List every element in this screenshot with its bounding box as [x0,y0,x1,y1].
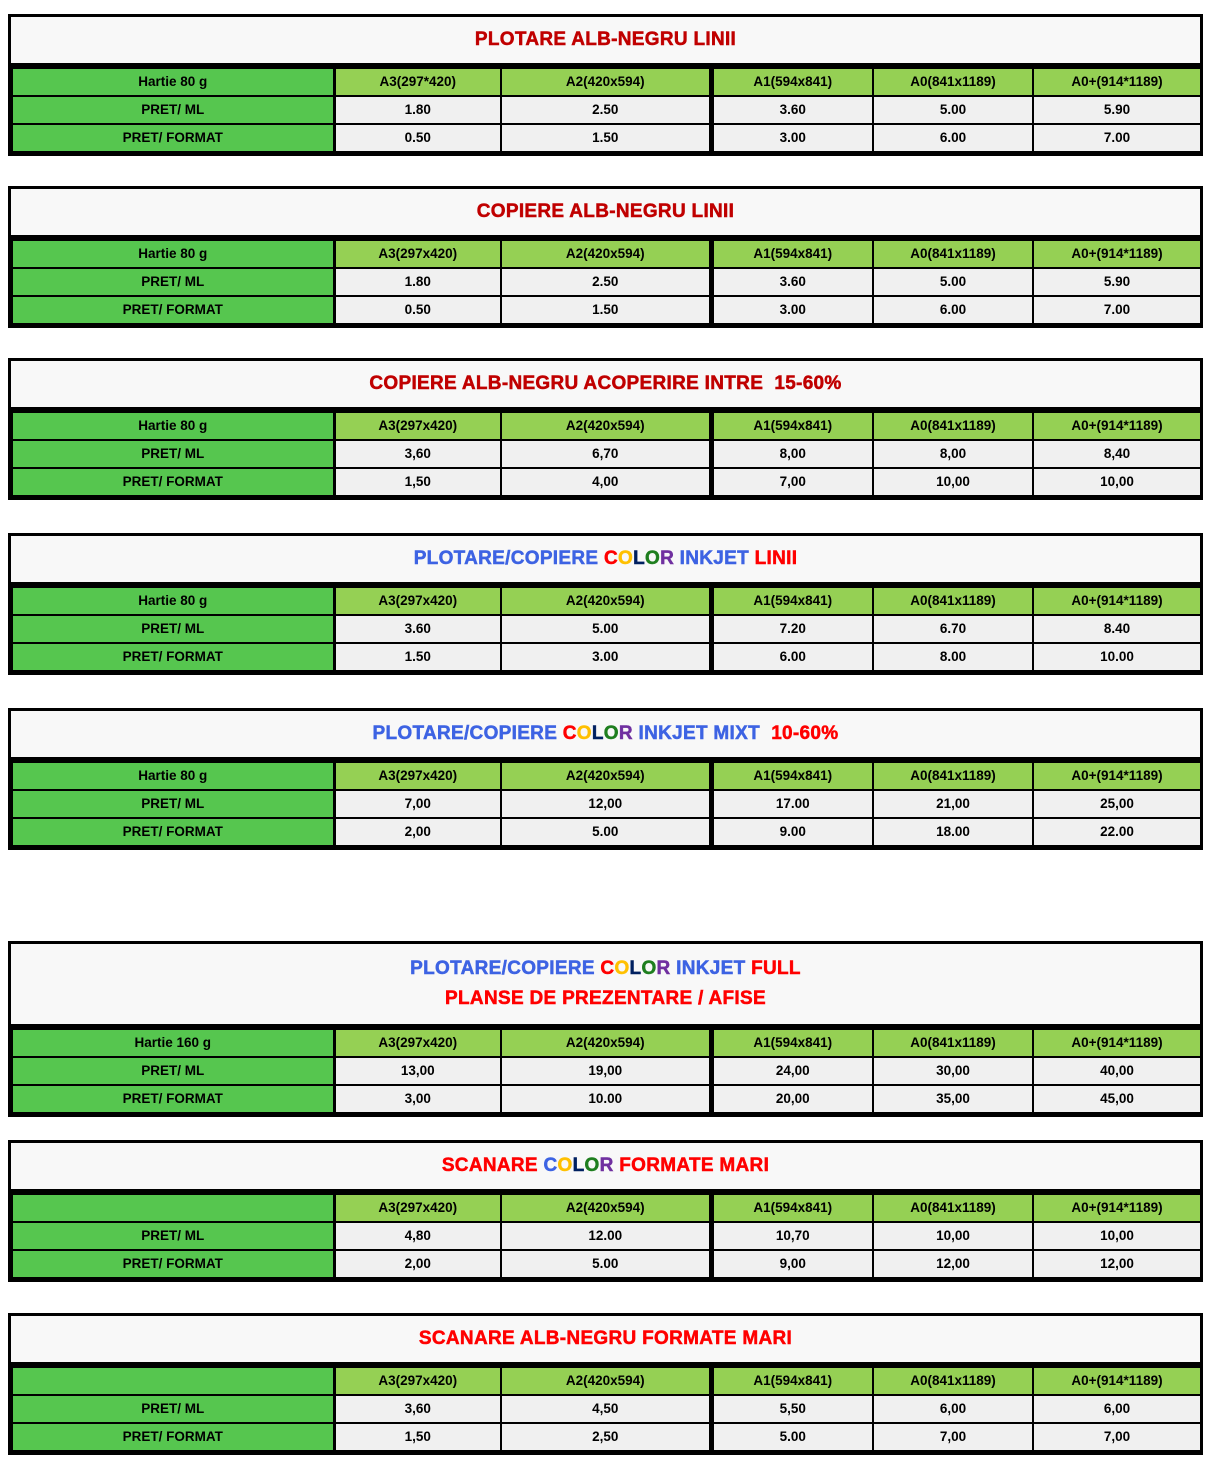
price-cell: 10,00 [1033,468,1201,496]
format-header-cell: A0(841x1189) [873,240,1033,268]
format-header-cell: A3(297x420) [334,412,501,440]
format-header-cell: A0(841x1189) [873,68,1033,96]
price-row-format [12,1423,1201,1451]
price-cell: 6,00 [1033,1395,1201,1423]
price-cell: 6,70 [501,440,711,468]
title-line [475,30,736,51]
price-cell: 5.00 [711,1423,873,1451]
price-cell: 7.00 [1033,296,1201,324]
price-cell: 4,00 [501,468,711,496]
table-title [11,536,1200,586]
format-header-cell: A0+(914*1189) [1033,1029,1201,1057]
format-header-cell: A2(420x594) [501,68,711,96]
format-header-cell: A3(297x420) [334,240,501,268]
price-cell: 3,60 [334,1395,501,1423]
price-grid [11,411,1202,497]
format-header-cell: A0+(914*1189) [1033,1194,1201,1222]
price-grid [11,586,1202,672]
title-segment: L [591,722,604,744]
title-segment: C [600,957,615,979]
price-cell: 24,00 [711,1057,873,1085]
price-cell: 8,40 [1033,440,1201,468]
format-header-cell: A0(841x1189) [873,1194,1033,1222]
table-title [11,17,1200,67]
grid-body [12,68,1201,152]
price-cell: 7,00 [1033,1423,1201,1451]
table-copiere-alb-negru-acoperire [8,358,1203,500]
table-title [11,361,1200,411]
price-cell: 3,60 [334,440,501,468]
title-line [445,989,766,1010]
row-label-cell: PRET/ ML [12,1222,334,1250]
title-segment: O [576,722,592,744]
paper-header-cell [12,1194,334,1222]
title-segment: INKJET MIXT [632,722,772,744]
price-cell: 4,50 [501,1395,711,1423]
format-header-cell: A1(594x841) [711,762,873,790]
format-header-cell: A0(841x1189) [873,762,1033,790]
title-segment: C [543,1154,558,1176]
price-cell: 7.00 [1033,124,1201,152]
table-title [11,711,1200,761]
header-row [12,240,1201,268]
price-cell: 17.00 [711,790,873,818]
format-header-cell: A2(420x594) [501,1029,711,1057]
format-header-cell: A3(297x420) [334,1194,501,1222]
title-line [410,959,801,980]
table-title [11,1143,1200,1193]
format-header-cell: A1(594x841) [711,587,873,615]
price-cell: 9,00 [711,1250,873,1278]
price-row-ml [12,1222,1201,1250]
price-cell: 5.00 [501,1250,711,1278]
table-title [11,1316,1200,1366]
format-header-cell: A3(297x420) [334,587,501,615]
price-cell: 1.50 [501,296,711,324]
price-cell: 10,00 [873,468,1033,496]
format-header-cell: A2(420x594) [501,1194,711,1222]
price-row-format [12,1250,1201,1278]
price-row-format [12,818,1201,846]
title-segment: L [629,957,642,979]
title-segment: L [572,1154,585,1176]
title-segment: COPIERE ALB-NEGRU LINII [476,200,735,222]
title-segment: SCANARE [441,1154,544,1176]
price-cell: 12,00 [501,790,711,818]
price-cell: 4,80 [334,1222,501,1250]
price-cell: 12,00 [1033,1250,1201,1278]
row-label-cell: PRET/ FORMAT [12,1085,334,1113]
title-line [369,374,841,395]
format-header-cell: A0+(914*1189) [1033,68,1201,96]
row-label-cell: PRET/ ML [12,268,334,296]
price-cell: 7,00 [334,790,501,818]
row-label-cell: PRET/ ML [12,615,334,643]
price-cell: 7,00 [873,1423,1033,1451]
title-line [373,724,839,745]
format-header-cell: A0+(914*1189) [1033,587,1201,615]
price-cell: 35,00 [873,1085,1033,1113]
title-segment: INKJET [674,547,755,569]
price-row-ml [12,268,1201,296]
price-cell: 25,00 [1033,790,1201,818]
table-copiere-alb-negru-linii [8,186,1203,328]
price-cell: 10,00 [1033,1222,1201,1250]
title-segment: INKJET [670,957,752,979]
paper-header-cell: Hartie 80 g [12,68,334,96]
price-row-format [12,468,1201,496]
price-cell: 6.70 [873,615,1033,643]
price-cell: 3.60 [334,615,501,643]
title-line [414,549,798,570]
price-cell: 7.20 [711,615,873,643]
header-row [12,587,1201,615]
price-cell: 5.90 [1033,268,1201,296]
price-cell: 13,00 [334,1057,501,1085]
price-grid [11,761,1202,847]
price-cell: 1,50 [334,1423,501,1451]
price-cell: 2.50 [501,268,711,296]
header-row [12,762,1201,790]
row-label-cell: PRET/ FORMAT [12,818,334,846]
format-header-cell: A2(420x594) [501,1367,711,1395]
price-cell: 22.00 [1033,818,1201,846]
price-cell: 3.00 [501,643,711,671]
title-segment: LINII [754,547,798,569]
price-cell: 10.00 [501,1085,711,1113]
row-label-cell: PRET/ ML [12,1057,334,1085]
title-segment: R [660,547,675,569]
title-segment: PLOTARE/COPIERE [410,957,601,979]
price-cell: 5.00 [873,268,1033,296]
price-cell: 10.00 [1033,643,1201,671]
row-label-cell: PRET/ ML [12,1395,334,1423]
grid-body [12,1029,1201,1113]
paper-header-cell: Hartie 160 g [12,1029,334,1057]
format-header-cell: A2(420x594) [501,587,711,615]
price-cell: 7,00 [711,468,873,496]
price-cell: 1,50 [334,468,501,496]
price-grid [11,239,1202,325]
title-segment: R [656,957,671,979]
price-cell: 0.50 [334,296,501,324]
header-row [12,1029,1201,1057]
price-cell: 5.00 [501,818,711,846]
title-line [419,1329,792,1350]
price-cell: 9.00 [711,818,873,846]
price-grid [11,67,1202,153]
format-header-cell: A1(594x841) [711,1194,873,1222]
grid-body [12,587,1201,671]
price-row-format [12,296,1201,324]
format-header-cell: A0+(914*1189) [1033,762,1201,790]
row-label-cell: PRET/ FORMAT [12,1423,334,1451]
price-cell: 2,00 [334,1250,501,1278]
row-label-cell: PRET/ ML [12,96,334,124]
format-header-cell: A0+(914*1189) [1033,240,1201,268]
header-row [12,68,1201,96]
price-cell: 2.50 [501,96,711,124]
price-cell: 10,00 [873,1222,1033,1250]
price-row-ml [12,96,1201,124]
price-cell: 6.00 [873,124,1033,152]
title-segment: O [617,547,634,569]
price-cell: 5,50 [711,1395,873,1423]
price-cell: 45,00 [1033,1085,1201,1113]
grid-body [12,412,1201,496]
paper-header-cell [12,1367,334,1395]
price-cell: 3,00 [334,1085,501,1113]
grid-body [12,1367,1201,1451]
format-header-cell: A2(420x594) [501,762,711,790]
row-label-cell: PRET/ FORMAT [12,1250,334,1278]
title-segment: FULL [751,957,801,979]
format-header-cell: A0(841x1189) [873,1029,1033,1057]
price-cell: 30,00 [873,1057,1033,1085]
title-line [477,202,734,223]
price-cell: 40,00 [1033,1057,1201,1085]
table-scanare-alb-negru-formate-mari [8,1313,1203,1455]
title-segment: O [614,957,630,979]
table-title [11,944,1200,1028]
title-segment: PLANSE DE PREZENTARE / AFISE [445,987,766,1009]
paper-header-cell: Hartie 80 g [12,587,334,615]
format-header-cell: A1(594x841) [711,68,873,96]
price-cell: 19,00 [501,1057,711,1085]
price-grid [11,1028,1202,1114]
price-cell: 1.80 [334,268,501,296]
format-header-cell: A3(297x420) [334,1029,501,1057]
paper-header-cell: Hartie 80 g [12,762,334,790]
price-cell: 8.00 [873,643,1033,671]
paper-header-cell: Hartie 80 g [12,240,334,268]
price-row-ml [12,1057,1201,1085]
price-cell: 2,00 [334,818,501,846]
price-cell: 8,00 [711,440,873,468]
row-label-cell: PRET/ ML [12,790,334,818]
price-cell: 5.90 [1033,96,1201,124]
title-segment: R [599,1154,614,1176]
format-header-cell: A1(594x841) [711,1367,873,1395]
title-segment: O [641,957,657,979]
price-cell: 3.60 [711,96,873,124]
price-cell: 0.50 [334,124,501,152]
row-label-cell: PRET/ FORMAT [12,124,334,152]
title-segment: COPIERE ALB-NEGRU ACOPERIRE INTRE 15-60% [369,372,842,394]
title-segment: O [584,1154,600,1176]
format-header-cell: A1(594x841) [711,1029,873,1057]
price-cell: 5.00 [873,96,1033,124]
price-cell: 6,00 [873,1395,1033,1423]
table-scanare-color-formate-mari [8,1140,1203,1282]
table-plotare-copiere-color-inkjet-linii [8,533,1203,675]
table-plotare-alb-negru-linii [8,14,1203,156]
header-row [12,1367,1201,1395]
price-cell: 3.60 [711,268,873,296]
format-header-cell: A2(420x594) [501,412,711,440]
price-cell: 3.00 [711,124,873,152]
format-header-cell: A3(297*420) [334,68,501,96]
price-cell: 6.00 [711,643,873,671]
price-row-format [12,124,1201,152]
price-cell: 8.40 [1033,615,1201,643]
price-cell: 10,70 [711,1222,873,1250]
price-row-ml [12,615,1201,643]
format-header-cell: A1(594x841) [711,412,873,440]
price-cell: 1.50 [501,124,711,152]
format-header-cell: A0+(914*1189) [1033,412,1201,440]
table-plotare-copiere-color-inkjet-mixt [8,708,1203,850]
price-grid [11,1366,1202,1452]
row-label-cell: PRET/ FORMAT [12,643,334,671]
title-segment: PLOTARE/COPIERE [372,722,563,744]
price-cell: 20,00 [711,1085,873,1113]
price-row-format [12,643,1201,671]
paper-header-cell: Hartie 80 g [12,412,334,440]
price-cell: 12,00 [873,1250,1033,1278]
grid-body [12,762,1201,846]
price-cell: 1.50 [334,643,501,671]
price-cell: 3.00 [711,296,873,324]
price-cell: 18.00 [873,818,1033,846]
price-row-format [12,1085,1201,1113]
format-header-cell: A0+(914*1189) [1033,1367,1201,1395]
price-cell: 1.80 [334,96,501,124]
title-segment: PLOTARE/COPIERE [413,547,604,569]
price-cell: 12.00 [501,1222,711,1250]
format-header-cell: A0(841x1189) [873,412,1033,440]
format-header-cell: A0(841x1189) [873,587,1033,615]
header-row [12,1194,1201,1222]
title-segment: L [633,547,645,569]
price-cell: 8,00 [873,440,1033,468]
header-row [12,412,1201,440]
title-segment: O [644,547,661,569]
format-header-cell: A0(841x1189) [873,1367,1033,1395]
price-cell: 6.00 [873,296,1033,324]
price-cell: 5.00 [501,615,711,643]
title-line [442,1156,769,1177]
format-header-cell: A3(297x420) [334,1367,501,1395]
title-segment: O [557,1154,573,1176]
table-plotare-copiere-color-inkjet-full [8,941,1203,1117]
title-segment: SCANARE ALB-NEGRU FORMATE MARI [418,1327,793,1349]
title-segment: R [618,722,633,744]
title-segment: C [603,547,618,569]
format-header-cell: A1(594x841) [711,240,873,268]
price-cell: 21,00 [873,790,1033,818]
title-segment: O [603,722,619,744]
price-row-ml [12,440,1201,468]
grid-body [12,240,1201,324]
row-label-cell: PRET/ FORMAT [12,468,334,496]
row-label-cell: PRET/ FORMAT [12,296,334,324]
price-row-ml [12,1395,1201,1423]
title-segment: FORMATE MARI [613,1154,770,1176]
price-row-ml [12,790,1201,818]
format-header-cell: A3(297x420) [334,762,501,790]
title-segment: PLOTARE ALB-NEGRU LINII [474,28,737,50]
title-segment: C [562,722,577,744]
grid-body [12,1194,1201,1278]
table-title [11,189,1200,239]
price-grid [11,1193,1202,1279]
format-header-cell: A2(420x594) [501,240,711,268]
price-list-document [8,14,1203,1455]
row-label-cell: PRET/ ML [12,440,334,468]
price-cell: 2,50 [501,1423,711,1451]
title-segment: 10-60% [771,722,839,744]
